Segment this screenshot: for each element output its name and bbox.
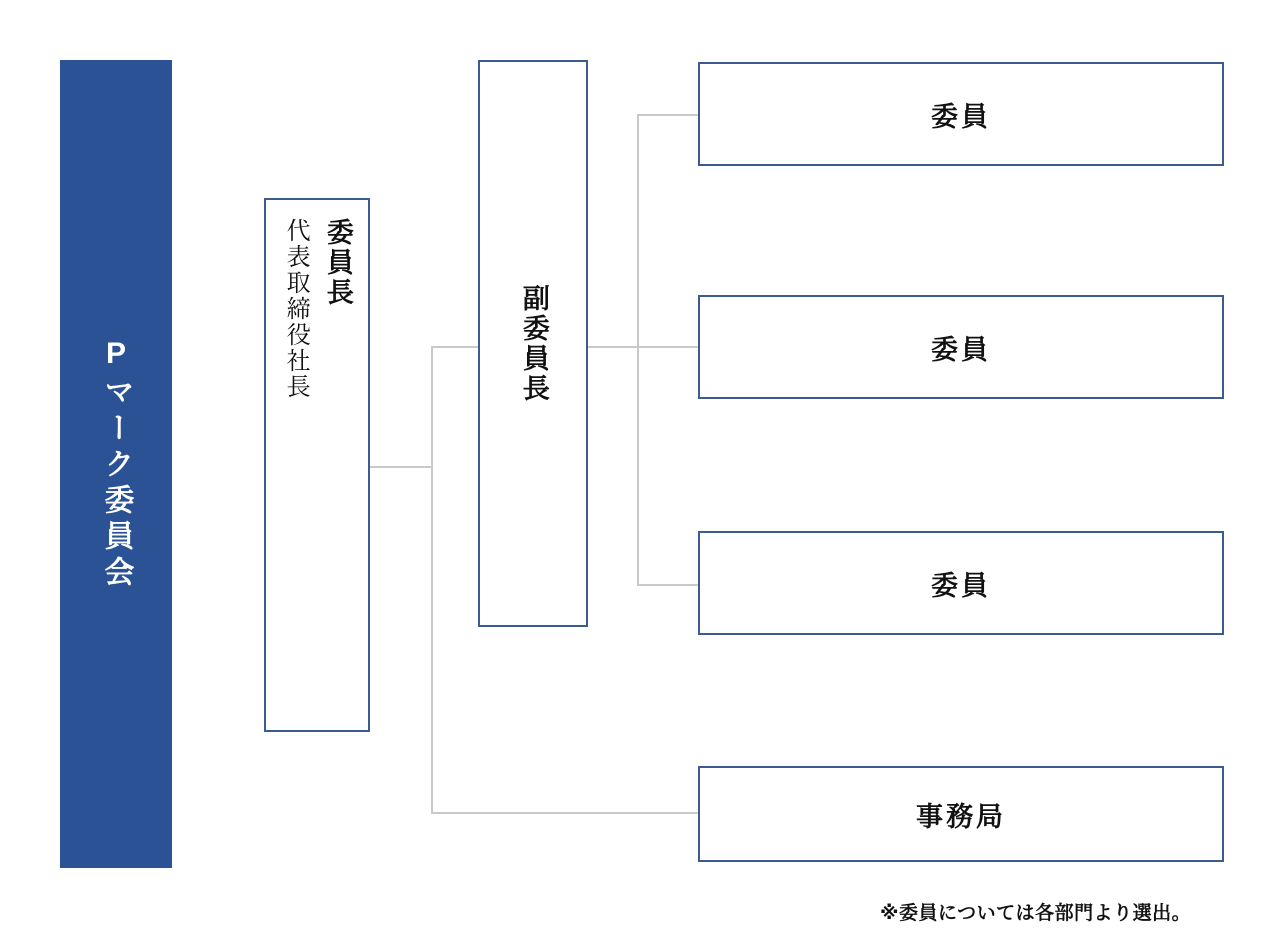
- member-3-label: 委員: [931, 570, 991, 601]
- member-2-label: 委員: [931, 334, 991, 365]
- banner-pmark-committee: [60, 60, 172, 868]
- node-vice-chairman[interactable]: [478, 60, 588, 627]
- member-1-label: 委員: [931, 101, 991, 132]
- vice-chairman-label: 副委員長: [518, 283, 549, 404]
- connector-bus-to-member-2: [637, 346, 699, 348]
- connector-bus-to-member-3: [637, 584, 699, 586]
- footnote: ※委員については各部門より選出。: [880, 903, 1192, 924]
- secretariat-label: 事務局: [916, 801, 1006, 832]
- node-member-1[interactable]: [698, 62, 1224, 166]
- connector-trunk-to-vice: [431, 346, 481, 348]
- chairman-sublabel: 代表取締役社長: [282, 218, 310, 400]
- chairman-label: 委員長: [322, 218, 353, 308]
- node-member-2[interactable]: [698, 295, 1224, 399]
- node-member-3[interactable]: [698, 531, 1224, 635]
- connector-bus-to-member-1: [637, 114, 699, 116]
- connector-members-bus: [637, 114, 639, 585]
- node-chairman[interactable]: [264, 198, 370, 732]
- node-secretariat[interactable]: [698, 766, 1224, 862]
- banner-label: Pマーク委員会: [99, 336, 133, 592]
- connector-chairman-to-trunk: [369, 466, 432, 468]
- connector-trunk-vertical: [431, 346, 433, 813]
- connector-trunk-to-secretariat: [431, 812, 699, 814]
- connector-vice-to-bus: [588, 346, 638, 348]
